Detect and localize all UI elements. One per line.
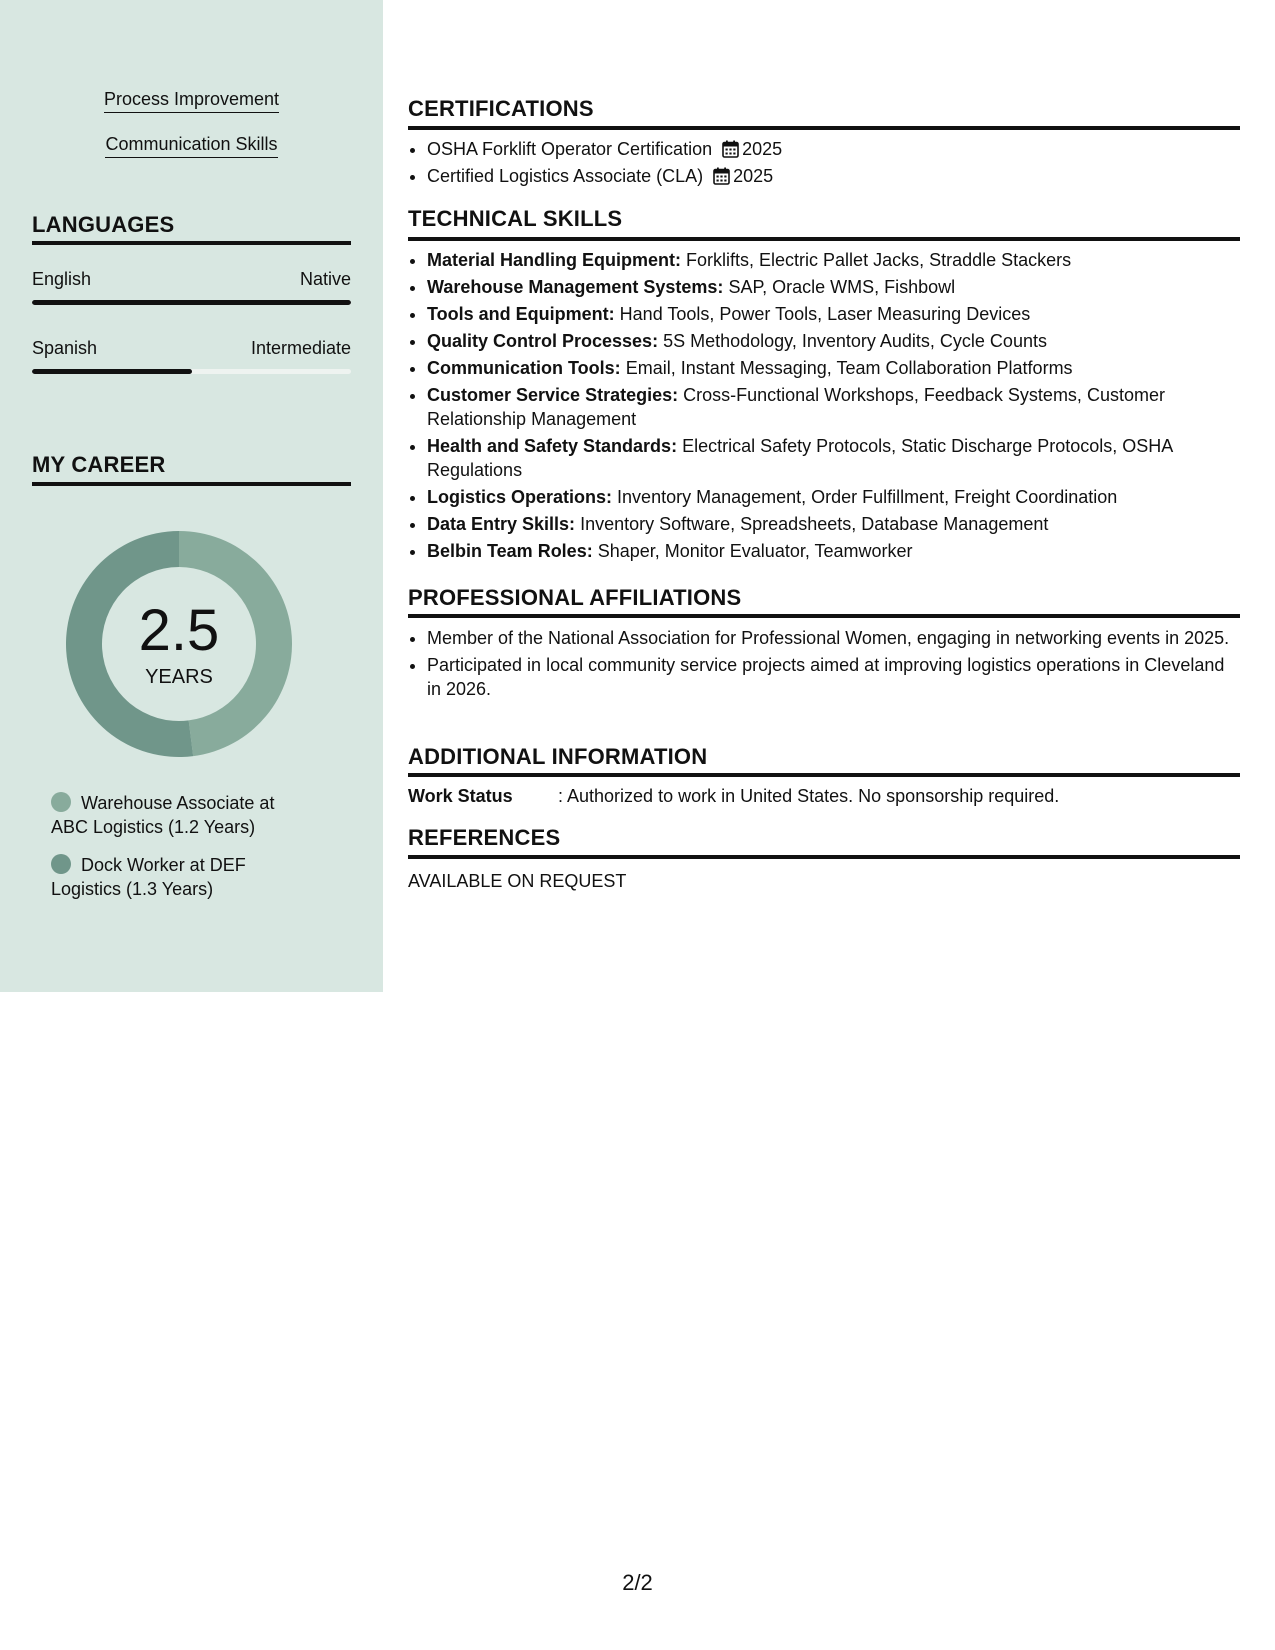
language-row (32, 268, 351, 290)
career-legend-label: Warehouse Associate at ABC Logistics (1.2 Years) (51, 793, 275, 837)
skill-value: 5S Methodology, Inventory Audits, Cycle Counts (663, 331, 1047, 351)
affiliations-list (408, 626, 1240, 704)
legend-dot-icon (51, 792, 71, 812)
certification-year: 2025 (742, 139, 783, 159)
calendar-icon (722, 140, 739, 158)
skill-list-item (427, 329, 1240, 353)
career-total-unit: YEARS (145, 666, 213, 688)
skill-list-item (427, 356, 1240, 380)
certification-name: Certified Logistics Associate (CLA) (427, 166, 704, 186)
skill-value: Hand Tools, Power Tools, Laser Measuring Devices (619, 304, 1031, 324)
skill-list-item (427, 434, 1240, 482)
skill-value: SAP, Oracle WMS, Fishbowl (728, 277, 956, 297)
affiliation-item: • Member of the National Association for Professional Women, engaging in networking events in 2025. (427, 626, 1240, 650)
skill-value: Inventory Software, Spreadsheets, Database Management (580, 514, 1049, 534)
references-rule (408, 855, 1240, 859)
language-name: English (32, 269, 92, 289)
skill-label: Logistics Operations: (427, 487, 613, 507)
certification-name: OSHA Forklift Operator Certification (427, 139, 713, 159)
skill-item: Communication Skills (0, 133, 383, 158)
certification-year: 2025 (733, 166, 774, 186)
calendar-icon (713, 167, 730, 185)
skill-list-item (427, 485, 1240, 509)
sidebar (0, 0, 383, 992)
technical-skills-rule (408, 237, 1240, 241)
affiliation-item: • Participated in local community service projects aimed at improving logistics operations in Cleveland in 2026. (427, 653, 1240, 701)
languages-heading: LANGUAGES (32, 212, 175, 237)
additional-info-rule (408, 773, 1240, 777)
skill-list-item (427, 383, 1240, 431)
skill-label: Warehouse Management Systems: (427, 277, 724, 297)
certification-item (427, 164, 1240, 188)
skill-list-item (427, 512, 1240, 536)
certification-item (427, 137, 1240, 161)
skill-value: Cross-Functional Workshops, Feedback Systems, Customer Relationship Management (427, 385, 1165, 429)
affiliations-heading: PROFESSIONAL AFFILIATIONS (408, 585, 742, 610)
skill-label: Tools and Equipment: (427, 304, 615, 324)
additional-info-heading: ADDITIONAL INFORMATION (408, 744, 708, 769)
language-level: Native (299, 269, 351, 289)
skill-value: Forklifts, Electric Pallet Jacks, Straddle Stackers (686, 250, 1072, 270)
skill-label: Customer Service Strategies: (427, 385, 679, 405)
career-legend-label: Dock Worker at DEF Logistics (1.3 Years) (51, 855, 246, 899)
career-heading: MY CAREER (32, 452, 166, 477)
technical-skills-heading: TECHNICAL SKILLS (408, 206, 623, 231)
certifications-rule (408, 126, 1240, 130)
language-proficiency-fill (32, 300, 351, 305)
skill-label: Data Entry Skills: (427, 514, 576, 534)
skill-list-item (427, 539, 1240, 563)
work-status-label: Work Status (408, 786, 513, 806)
skill-list-item (427, 302, 1240, 326)
language-proficiency-bar (32, 369, 351, 374)
affiliations-rule (408, 614, 1240, 618)
skill-value: Inventory Management, Order Fulfillment, Freight Coordination (617, 487, 1118, 507)
references-heading: REFERENCES (408, 825, 561, 850)
skill-value: Email, Instant Messaging, Team Collaboration Platforms (625, 358, 1073, 378)
skill-label: Belbin Team Roles: (427, 541, 593, 561)
page-number: 2/2 (622, 1570, 653, 1595)
languages-rule (32, 241, 351, 245)
career-rule (32, 482, 351, 486)
career-legend-item (51, 853, 301, 901)
language-name: Spanish (32, 338, 98, 358)
skill-item: Process Improvement (0, 88, 383, 113)
skill-list-item (427, 275, 1240, 299)
skill-label: Quality Control Processes: (427, 331, 659, 351)
skill-value: Electrical Safety Protocols, Static Discharge Protocols, OSHA Regulations (427, 436, 1173, 480)
technical-skills-list (408, 248, 1240, 566)
work-status-row (408, 784, 1240, 808)
language-proficiency-fill (32, 369, 192, 374)
language-proficiency-bar (32, 300, 351, 305)
certifications-list (408, 137, 1240, 191)
certifications-heading: CERTIFICATIONS (408, 96, 594, 121)
work-status-value: : Authorized to work in United States. No sponsorship required. (558, 786, 1060, 806)
skill-label: Material Handling Equipment: (427, 250, 682, 270)
career-legend-item (51, 791, 301, 839)
career-total-value: 2.5 (138, 598, 220, 663)
legend-dot-icon (51, 854, 71, 874)
skill-label: Communication Tools: (427, 358, 621, 378)
language-level: Intermediate (250, 338, 351, 358)
skill-label: Health and Safety Standards: (427, 436, 678, 456)
language-row (32, 337, 351, 359)
skill-value: Shaper, Monitor Evaluator, Teamworker (597, 541, 913, 561)
skill-list-item (427, 248, 1240, 272)
references-text: AVAILABLE ON REQUEST (408, 871, 627, 891)
